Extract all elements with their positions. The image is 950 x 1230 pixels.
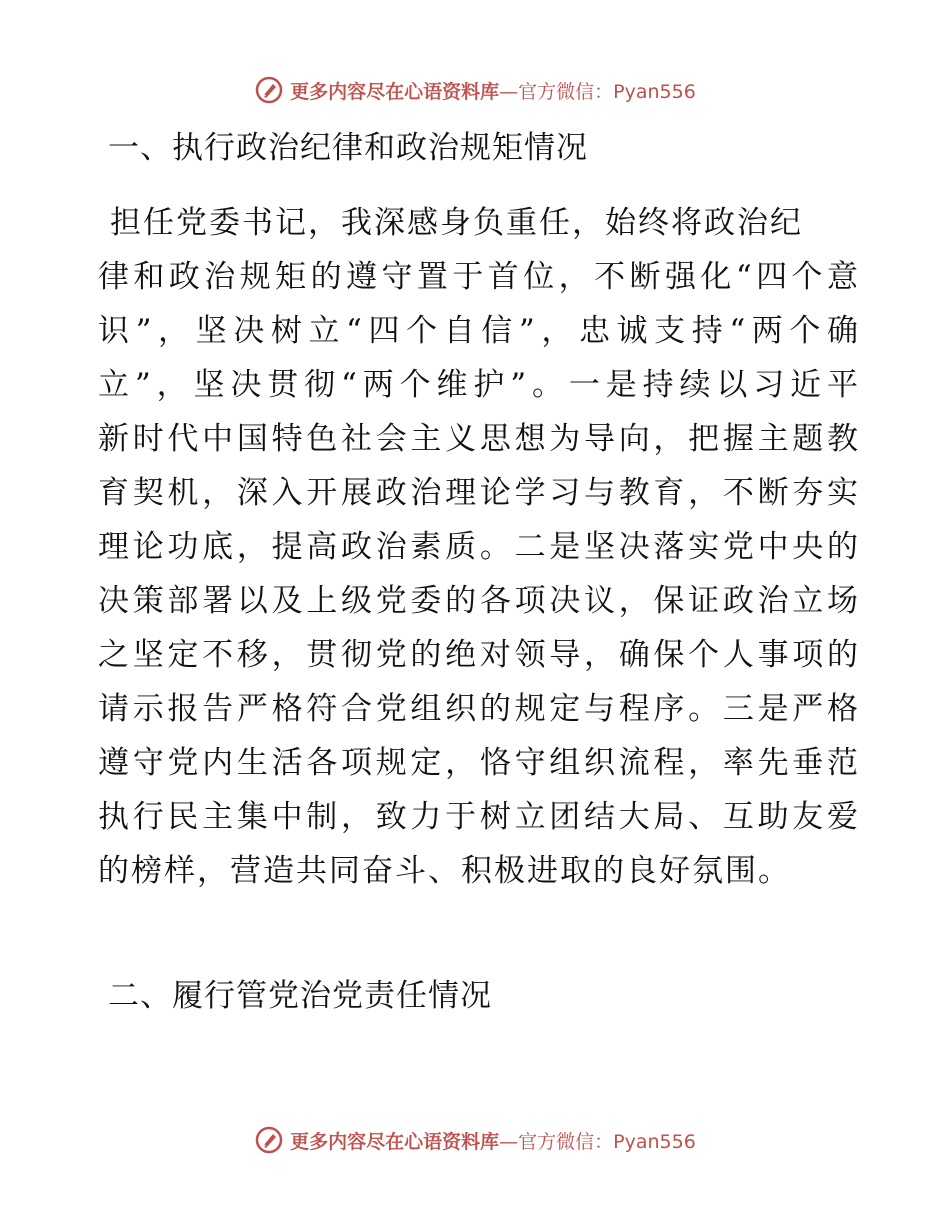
section-body-political-discipline <box>98 196 858 898</box>
body-line: 之坚定不移，贯彻党的绝对领导，确保个人事项的 <box>98 637 858 673</box>
body-line: 请示报告严格符合党组织的规定与程序。三是严格 <box>98 691 858 727</box>
body-line: 遵守党内生活各项规定，恪守组织流程，率先垂范 <box>98 745 858 781</box>
body-line: 新时代中国特色社会主义思想为导向，把握主题教 <box>98 421 858 457</box>
watermark-banner-bottom <box>0 1122 950 1158</box>
body-line: 的榜样，营造共同奋斗、积极进取的良好氛围。 <box>98 853 791 889</box>
body-line: 育契机，深入开展政治理论学习与教育，不断夯实 <box>98 475 858 511</box>
watermark-banner-top <box>0 72 950 108</box>
body-line: 担任党委书记，我深感身负重任，始终将政治纪 <box>110 205 803 241</box>
section-heading-political-discipline: 一、执行政治纪律和政治规矩情况 <box>108 130 588 166</box>
body-line: 识”，坚决树立“四个自信”，忠诚支持“两个确 <box>98 313 858 349</box>
watermark-text: 更多内容尽在心语资料库—官方微信：Pyan556 <box>290 80 696 103</box>
body-line: 决策部署以及上级党委的各项决议，保证政治立场 <box>98 583 858 619</box>
watermark-text: 更多内容尽在心语资料库—官方微信：Pyan556 <box>290 1130 696 1153</box>
body-line: 立”，坚决贯彻“两个维护”。一是持续以习近平 <box>98 367 858 403</box>
pen-logo-icon <box>254 1125 284 1155</box>
pen-logo-icon <box>254 75 284 105</box>
body-line: 理论功底，提高政治素质。二是坚决落实党中央的 <box>98 529 858 565</box>
section-heading-party-governance: 二、履行管党治党责任情况 <box>108 978 492 1014</box>
body-line: 执行民主集中制，致力于树立团结大局、互助友爱 <box>98 799 858 835</box>
body-line: 律和政治规矩的遵守置于首位，不断强化“四个意 <box>98 259 858 295</box>
